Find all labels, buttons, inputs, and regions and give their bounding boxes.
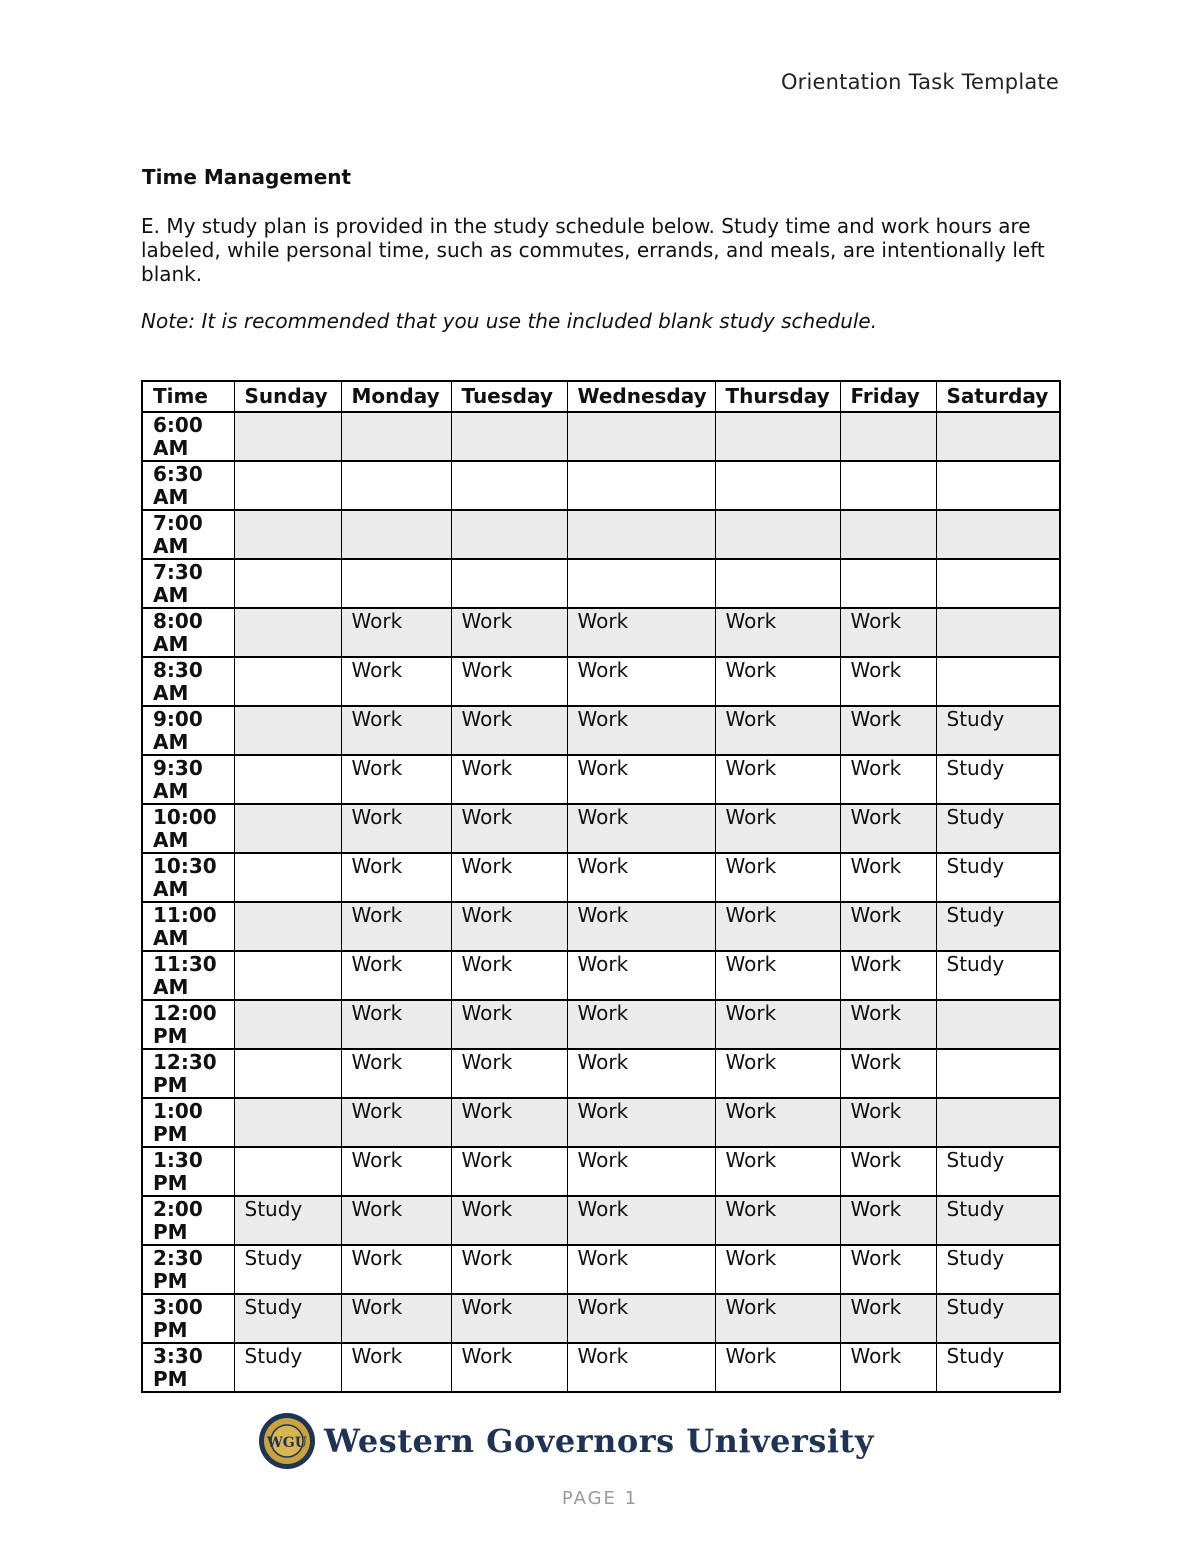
schedule-cell: Work	[715, 951, 840, 1000]
schedule-cell	[840, 510, 936, 559]
time-cell: 1:30 PM	[142, 1147, 234, 1196]
time-cell: 1:00 PM	[142, 1098, 234, 1147]
table-row	[142, 1294, 1060, 1343]
schedule-cell: Work	[840, 951, 936, 1000]
schedule-cell: Work	[451, 1098, 567, 1147]
schedule-cell: Work	[715, 1147, 840, 1196]
schedule-cell: Work	[840, 853, 936, 902]
schedule-cell	[936, 1000, 1060, 1049]
schedule-cell: Work	[451, 1147, 567, 1196]
schedule-cell: Work	[567, 1049, 715, 1098]
schedule-cell: Work	[451, 1343, 567, 1392]
note-text: Note: It is recommended that you use the included blank study schedule.	[141, 309, 878, 333]
schedule-cell	[840, 559, 936, 608]
schedule-cell	[936, 559, 1060, 608]
schedule-cell	[234, 461, 341, 510]
schedule-cell: Work	[567, 951, 715, 1000]
schedule-cell	[936, 657, 1060, 706]
schedule-cell	[341, 559, 451, 608]
schedule-cell: Study	[936, 1196, 1060, 1245]
schedule-cell	[715, 461, 840, 510]
column-header-sunday: Sunday	[234, 381, 341, 412]
schedule-cell: Work	[715, 853, 840, 902]
schedule-cell: Work	[341, 1147, 451, 1196]
column-header-monday: Monday	[341, 381, 451, 412]
schedule-cell	[234, 510, 341, 559]
table-header-row	[142, 381, 1060, 412]
schedule-cell	[936, 608, 1060, 657]
schedule-cell: Study	[234, 1245, 341, 1294]
schedule-cell: Work	[567, 1196, 715, 1245]
schedule-cell: Work	[840, 1294, 936, 1343]
column-header-tuesday: Tuesday	[451, 381, 567, 412]
table-row	[142, 412, 1060, 461]
schedule-cell	[840, 461, 936, 510]
table-row	[142, 902, 1060, 951]
schedule-cell	[567, 461, 715, 510]
schedule-cell	[936, 1098, 1060, 1147]
schedule-cell: Work	[840, 1147, 936, 1196]
schedule-cell: Work	[715, 1196, 840, 1245]
schedule-cell: Work	[840, 1196, 936, 1245]
schedule-cell	[234, 608, 341, 657]
schedule-cell	[234, 559, 341, 608]
schedule-cell: Work	[341, 1294, 451, 1343]
schedule-cell: Work	[341, 657, 451, 706]
schedule-cell	[234, 1049, 341, 1098]
schedule-cell: Work	[715, 1343, 840, 1392]
schedule-cell: Work	[341, 853, 451, 902]
time-cell: 11:00 AM	[142, 902, 234, 951]
wgu-seal-icon	[258, 1412, 316, 1470]
schedule-cell: Work	[840, 1343, 936, 1392]
schedule-cell	[234, 853, 341, 902]
schedule-cell	[234, 412, 341, 461]
schedule-cell: Work	[451, 951, 567, 1000]
schedule-cell: Study	[936, 853, 1060, 902]
wgu-logo	[258, 1412, 874, 1470]
schedule-cell: Work	[840, 755, 936, 804]
schedule-cell	[451, 461, 567, 510]
table-row	[142, 706, 1060, 755]
schedule-cell	[567, 559, 715, 608]
table-row	[142, 1098, 1060, 1147]
schedule-cell: Work	[567, 1000, 715, 1049]
time-cell: 3:00 PM	[142, 1294, 234, 1343]
schedule-cell: Work	[715, 1098, 840, 1147]
time-cell: 9:30 AM	[142, 755, 234, 804]
schedule-cell: Work	[451, 804, 567, 853]
schedule-cell: Work	[341, 1196, 451, 1245]
table-row	[142, 559, 1060, 608]
schedule-cell: Study	[936, 951, 1060, 1000]
time-cell: 9:00 AM	[142, 706, 234, 755]
schedule-cell	[234, 1147, 341, 1196]
table-row	[142, 755, 1060, 804]
schedule-cell: Study	[936, 804, 1060, 853]
schedule-cell: Work	[567, 706, 715, 755]
schedule-cell	[234, 804, 341, 853]
schedule-cell: Work	[341, 951, 451, 1000]
page-number: PAGE 1	[561, 1488, 639, 1509]
schedule-cell	[341, 461, 451, 510]
schedule-cell	[451, 559, 567, 608]
schedule-cell: Work	[567, 657, 715, 706]
time-cell: 10:00 AM	[142, 804, 234, 853]
schedule-cell	[451, 412, 567, 461]
schedule-cell: Study	[936, 1294, 1060, 1343]
study-schedule-table	[141, 380, 1061, 1393]
schedule-cell: Work	[451, 1196, 567, 1245]
schedule-cell: Work	[567, 853, 715, 902]
schedule-cell	[341, 412, 451, 461]
schedule-cell: Study	[936, 1245, 1060, 1294]
schedule-cell: Work	[451, 706, 567, 755]
table-row	[142, 608, 1060, 657]
schedule-cell: Work	[341, 1343, 451, 1392]
schedule-cell	[936, 461, 1060, 510]
column-header-friday: Friday	[840, 381, 936, 412]
column-header-thursday: Thursday	[715, 381, 840, 412]
schedule-cell	[715, 412, 840, 461]
table-row	[142, 951, 1060, 1000]
schedule-cell: Work	[840, 1098, 936, 1147]
schedule-cell: Work	[451, 1049, 567, 1098]
section-title: Time Management	[142, 165, 352, 189]
schedule-cell	[567, 412, 715, 461]
column-header-time: Time	[142, 381, 234, 412]
schedule-cell: Work	[567, 1245, 715, 1294]
schedule-cell: Work	[840, 1245, 936, 1294]
schedule-cell: Work	[341, 804, 451, 853]
seal-lettering: WGU	[267, 1435, 307, 1451]
schedule-cell: Work	[341, 755, 451, 804]
schedule-cell	[234, 902, 341, 951]
schedule-cell: Work	[567, 902, 715, 951]
schedule-cell: Study	[936, 755, 1060, 804]
time-cell: 6:00 AM	[142, 412, 234, 461]
schedule-cell: Work	[451, 1000, 567, 1049]
table-row	[142, 1245, 1060, 1294]
schedule-cell: Work	[451, 1294, 567, 1343]
schedule-cell: Work	[840, 608, 936, 657]
table-row	[142, 804, 1060, 853]
schedule-cell: Work	[840, 1000, 936, 1049]
schedule-cell: Work	[715, 1000, 840, 1049]
time-cell: 11:30 AM	[142, 951, 234, 1000]
schedule-cell: Work	[840, 1049, 936, 1098]
schedule-cell: Work	[567, 1098, 715, 1147]
time-cell: 2:00 PM	[142, 1196, 234, 1245]
time-cell: 7:30 AM	[142, 559, 234, 608]
table-row	[142, 1196, 1060, 1245]
schedule-cell: Work	[715, 657, 840, 706]
document-header: Orientation Task Template	[780, 70, 1059, 94]
schedule-cell: Work	[567, 1343, 715, 1392]
schedule-cell	[715, 510, 840, 559]
schedule-cell: Work	[567, 608, 715, 657]
time-cell: 8:30 AM	[142, 657, 234, 706]
schedule-cell	[567, 510, 715, 559]
schedule-cell: Work	[840, 657, 936, 706]
time-cell: 10:30 AM	[142, 853, 234, 902]
column-header-saturday: Saturday	[936, 381, 1060, 412]
schedule-cell	[234, 1000, 341, 1049]
schedule-cell: Work	[451, 902, 567, 951]
schedule-cell: Work	[341, 608, 451, 657]
schedule-cell: Work	[451, 608, 567, 657]
schedule-cell	[234, 657, 341, 706]
schedule-cell: Work	[715, 1294, 840, 1343]
table-row	[142, 1049, 1060, 1098]
schedule-cell: Work	[567, 1147, 715, 1196]
schedule-cell: Work	[715, 902, 840, 951]
time-cell: 8:00 AM	[142, 608, 234, 657]
schedule-cell	[936, 412, 1060, 461]
schedule-cell: Work	[451, 755, 567, 804]
schedule-cell: Work	[341, 1049, 451, 1098]
schedule-cell: Work	[715, 706, 840, 755]
table-row	[142, 461, 1060, 510]
table-row	[142, 510, 1060, 559]
time-cell: 6:30 AM	[142, 461, 234, 510]
schedule-cell	[341, 510, 451, 559]
schedule-cell	[936, 510, 1060, 559]
table-body	[142, 412, 1060, 1392]
schedule-cell: Study	[936, 1343, 1060, 1392]
schedule-cell: Work	[451, 1245, 567, 1294]
schedule-cell	[234, 1098, 341, 1147]
schedule-cell: Work	[567, 755, 715, 804]
schedule-cell: Work	[451, 657, 567, 706]
time-cell: 7:00 AM	[142, 510, 234, 559]
schedule-cell: Work	[341, 1245, 451, 1294]
table-row	[142, 657, 1060, 706]
table-row	[142, 1000, 1060, 1049]
schedule-cell: Study	[936, 902, 1060, 951]
schedule-cell: Work	[715, 804, 840, 853]
schedule-cell	[234, 755, 341, 804]
schedule-cell: Work	[840, 706, 936, 755]
schedule-cell: Study	[936, 1147, 1060, 1196]
time-cell: 12:00 PM	[142, 1000, 234, 1049]
schedule-cell: Work	[715, 755, 840, 804]
schedule-cell: Work	[341, 706, 451, 755]
schedule-cell	[234, 951, 341, 1000]
schedule-cell: Work	[715, 1245, 840, 1294]
schedule-cell: Work	[341, 1000, 451, 1049]
schedule-cell: Work	[341, 1098, 451, 1147]
schedule-cell: Study	[234, 1343, 341, 1392]
schedule-cell: Study	[234, 1294, 341, 1343]
schedule-cell: Work	[341, 902, 451, 951]
table-row	[142, 1343, 1060, 1392]
schedule-cell	[451, 510, 567, 559]
schedule-cell: Work	[840, 902, 936, 951]
schedule-cell: Work	[567, 1294, 715, 1343]
schedule-cell: Study	[936, 706, 1060, 755]
schedule-cell: Work	[840, 804, 936, 853]
table-row	[142, 853, 1060, 902]
schedule-cell	[840, 412, 936, 461]
schedule-cell: Work	[451, 853, 567, 902]
schedule-cell: Work	[715, 1049, 840, 1098]
schedule-cell	[936, 1049, 1060, 1098]
schedule-cell: Work	[567, 804, 715, 853]
schedule-cell: Study	[234, 1196, 341, 1245]
time-cell: 12:30 PM	[142, 1049, 234, 1098]
time-cell: 2:30 PM	[142, 1245, 234, 1294]
table-row	[142, 1147, 1060, 1196]
time-cell: 3:30 PM	[142, 1343, 234, 1392]
column-header-wednesday: Wednesday	[567, 381, 715, 412]
schedule-cell	[234, 706, 341, 755]
university-name: Western Governors University	[324, 1422, 874, 1460]
schedule-cell: Work	[715, 608, 840, 657]
study-plan-paragraph: E. My study plan is provided in the study schedule below. Study time and work hours are labeled, while personal time, such as commutes, errands, and meals, are intentionally left blank.	[141, 214, 1045, 286]
schedule-cell	[715, 559, 840, 608]
